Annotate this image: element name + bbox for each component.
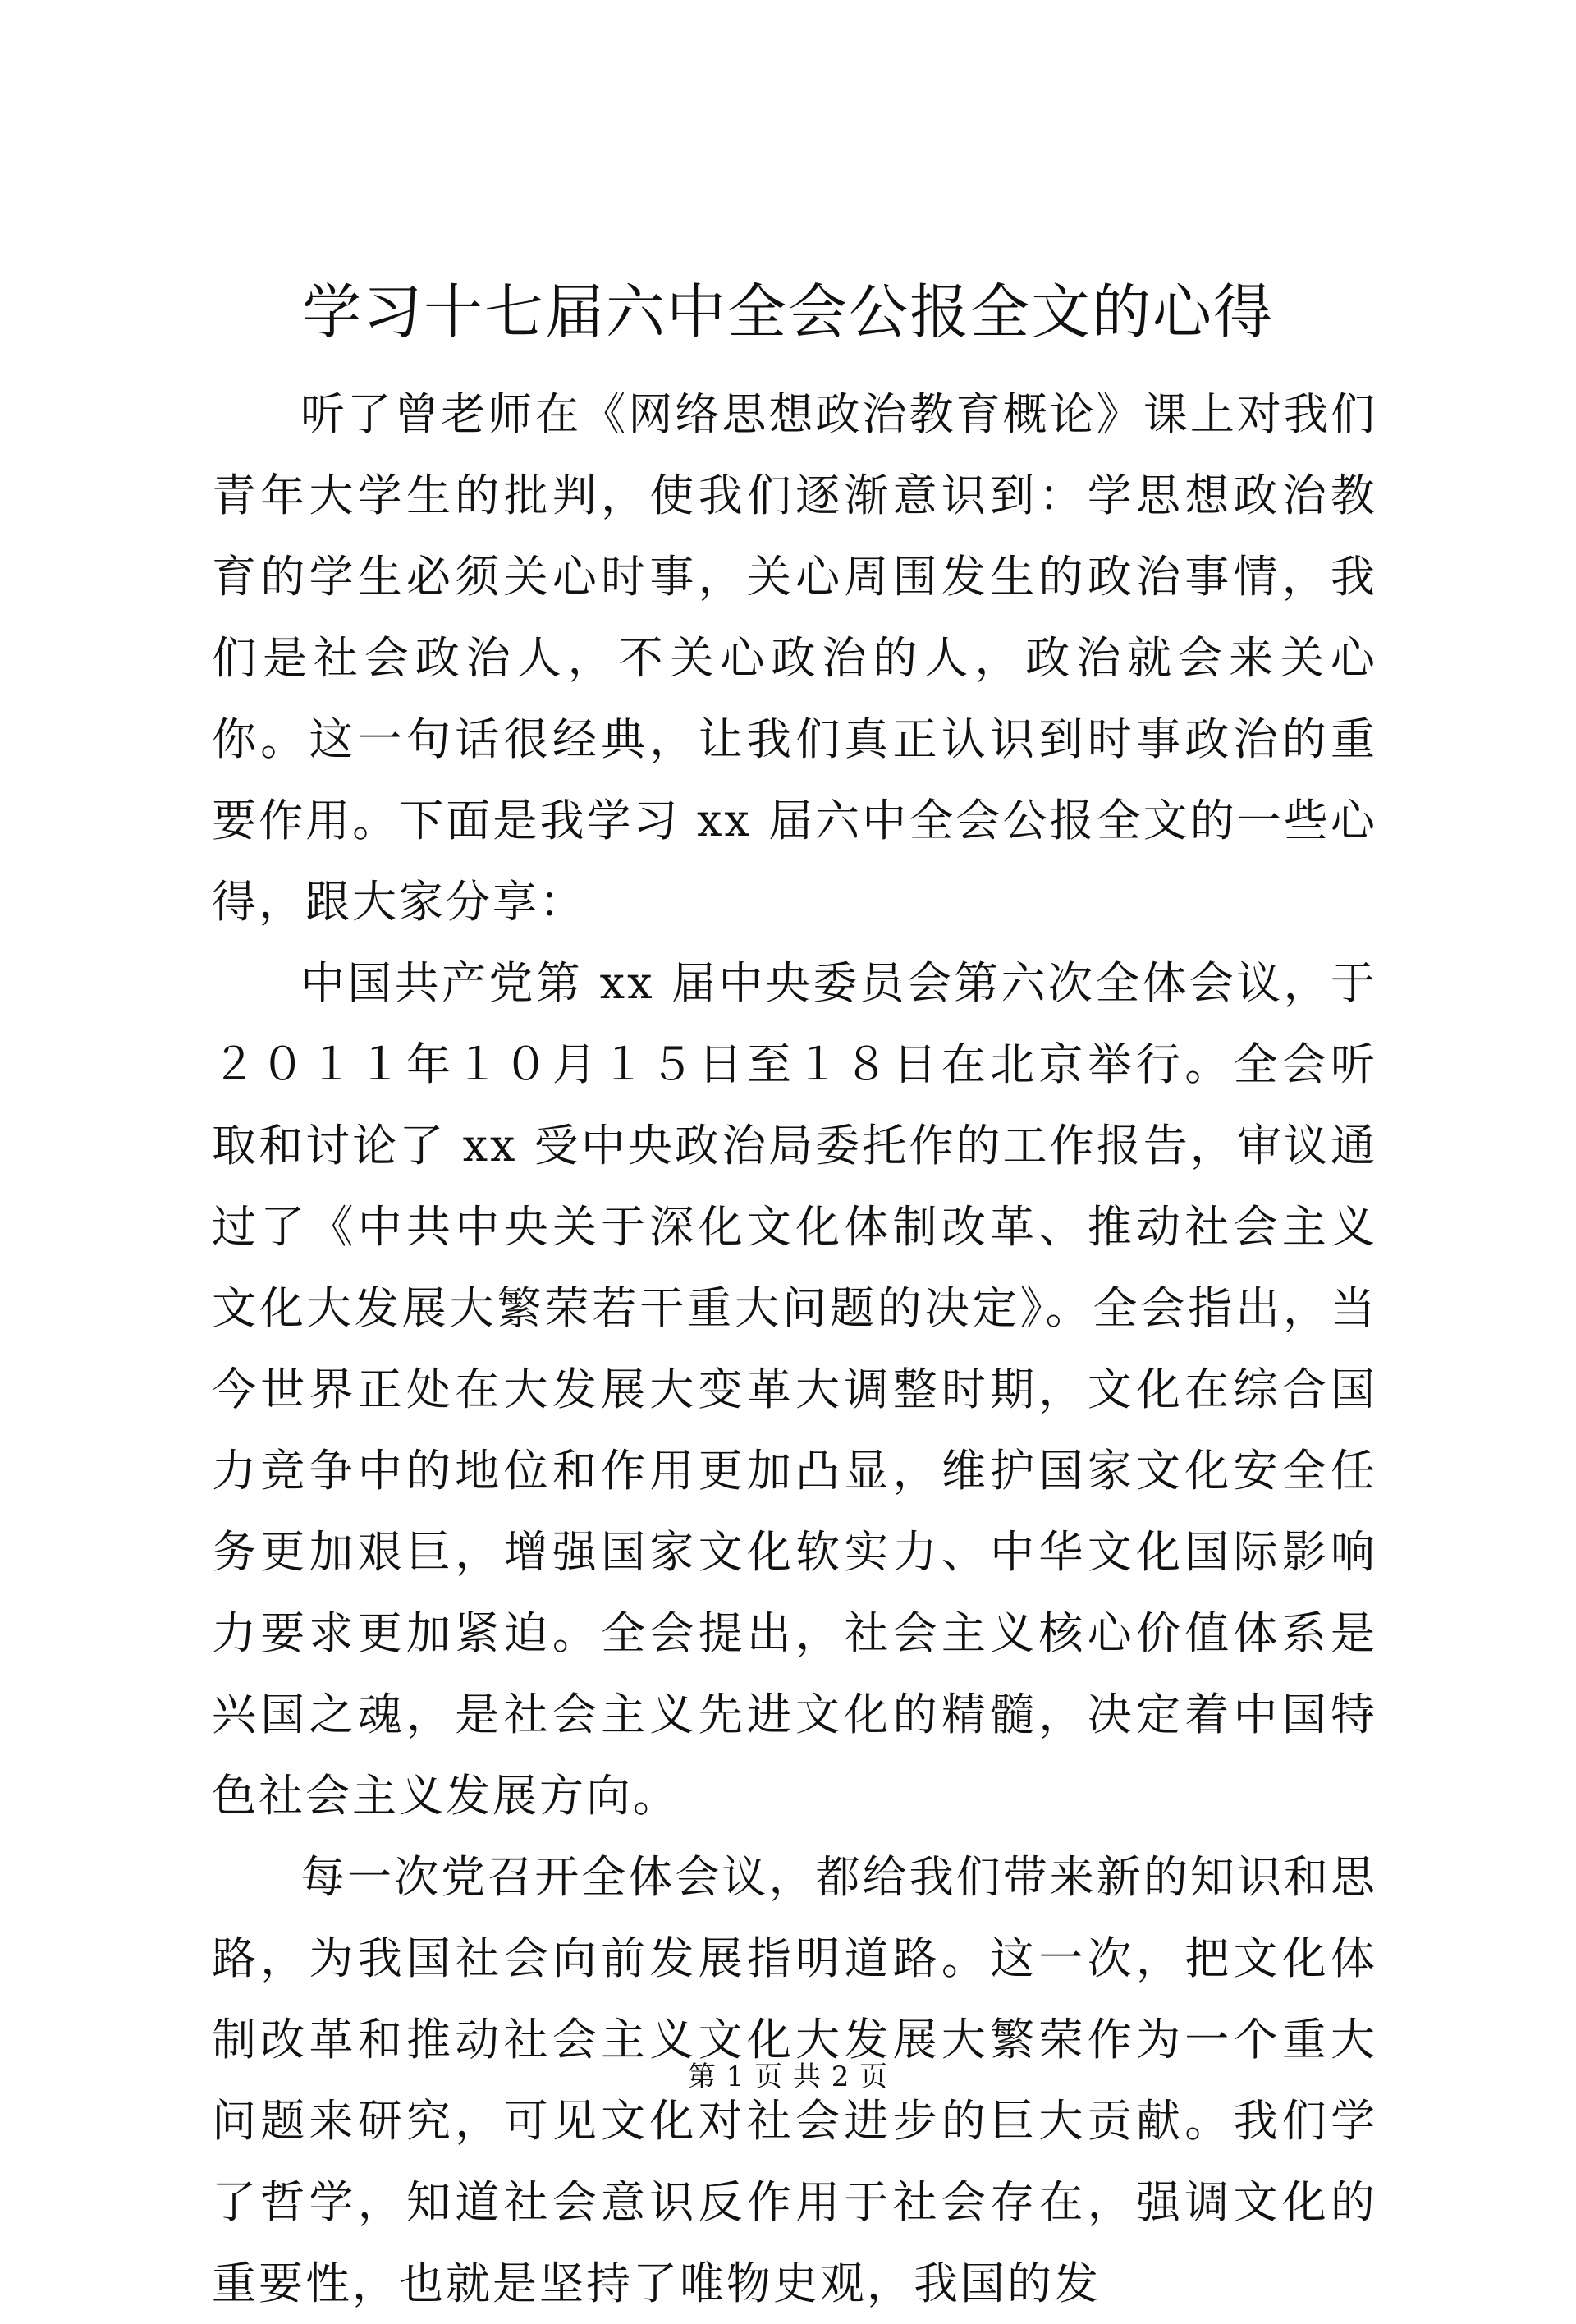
document-title: 学习十七届六中全会公报全文的心得: [301, 277, 1274, 346]
paragraph-plenum-summary: 中国共产党第 xx 届中央委员会第六次全体会议，于２０１１年１０月１５日至１８日在北京举行。全会听取和讨论了 xx 受中央政治局委托作的工作报告，审议通过了《中共中央关于深化文化体制改革、推动社会主义文化大发展大繁荣若干重大问题的决定》。全会指出，当今世界正处在大发展大变革大调整时期，文化在综合国力竞争中的地位和作用更加凸显，维护国家文化安全任务更加艰巨，增强国家文化软实力、中华文化国际影响力要求更加紧迫。全会提出，社会主义核心价值体系是兴国之魂，是社会主义先进文化的精髓，决定着中国特色社会主义发展方向。: [212, 957, 1377, 1822]
paragraph-intro: 听了曾老师在《网络思想政治教育概论》课上对我们青年大学生的批判，使我们逐渐意识到：学思想政治教育的学生必须关心时事，关心周围发生的政治事情，我们是社会政治人，不关心政治的人，政治就会来关心你。这一句话很经典，让我们真正认识到时事政治的重要作用。下面是我学习 xx 届六中全会公报全文的一些心得，跟大家分享：: [212, 388, 1377, 928]
paragraph-reflection: 每一次党召开全体会议，都给我们带来新的知识和思路，为我国社会向前发展指明道路。这一次，把文化体制改革和推动社会主义文化大发展大繁荣作为一个重大问题来研究，可见文化对社会进步的巨大贡献。我们学了哲学，知道社会意识反作用于社会存在，强调文化的重要性，也就是坚持了唯物史观，我国的发: [212, 1851, 1377, 2309]
document-body: [212, 374, 1377, 2324]
page-footer: 第 1 页 共 2 页: [687, 2060, 889, 2093]
